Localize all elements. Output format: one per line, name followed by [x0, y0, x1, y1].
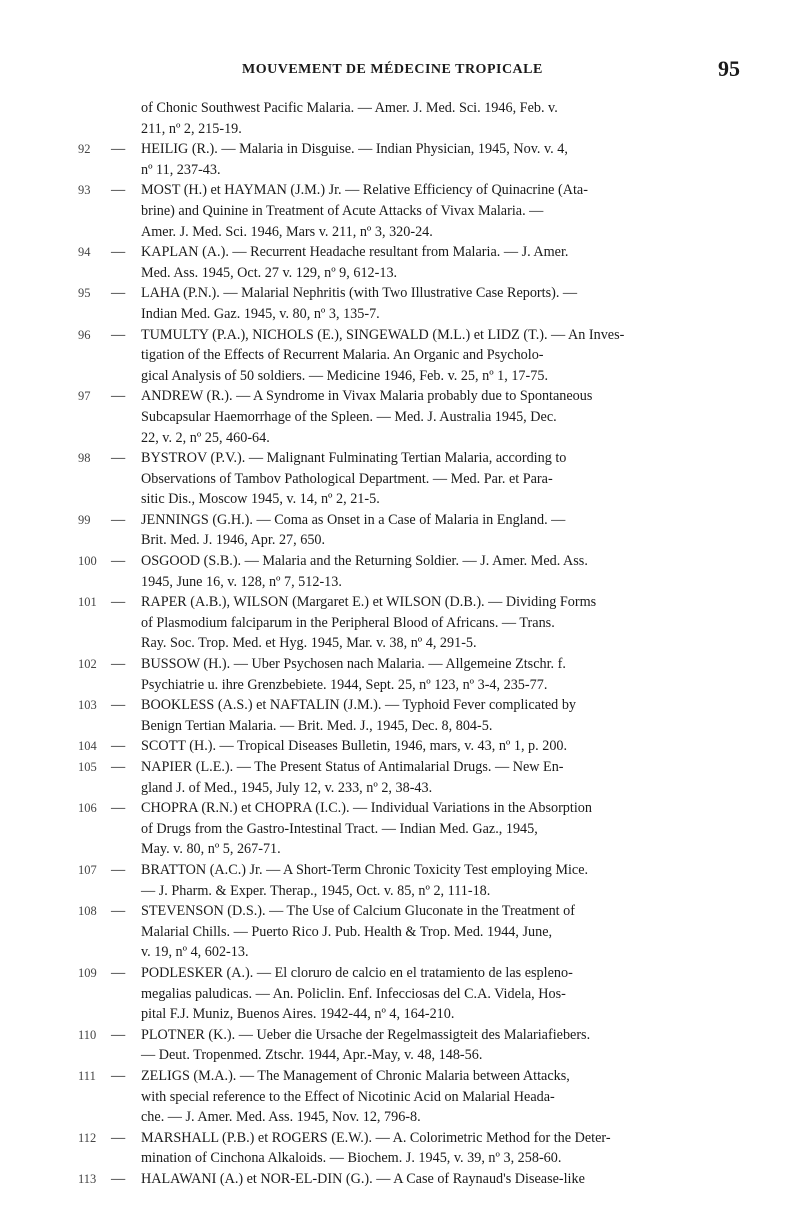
entry-line: Brit. Med. J. 1946, Apr. 27, 650. [141, 532, 326, 549]
entry-line: Psychiatrie u. ihre Grenzbebiete. 1944, Sept. 25, nº 123, nº 3-4, 235-77. [141, 676, 548, 693]
entry-text [141, 592, 718, 654]
bibliography-entry [0, 98, 800, 139]
entry-dash: — [111, 511, 126, 528]
entry-number: 101 [78, 595, 97, 610]
entry-number: 97 [78, 389, 91, 404]
bibliography-entry [0, 736, 800, 757]
entry-line: Med. Ass. 1945, Oct. 27 v. 129, nº 9, 612-13. [141, 264, 398, 281]
entry-dash: — [111, 656, 126, 673]
entry-line: of Chonic Southwest Pacific Malaria. — Amer. J. Med. Sci. 1946, Feb. v. [141, 100, 558, 116]
entry-dash: — [111, 1026, 126, 1043]
entry-dash: — [111, 759, 126, 775]
entry-line: PODLESKER (A.). — El cloruro de calcio en el tratamiento de las espleno- [141, 964, 573, 981]
entry-line: Subcapsular Haemorrhage of the Spleen. — Med. J. Australia 1945, Dec. [141, 408, 557, 425]
entry-number: 100 [78, 554, 97, 569]
entry-dash: — [111, 388, 126, 405]
entry-dash: — [111, 450, 126, 467]
entry-number: 99 [78, 512, 91, 527]
entry-line: v. 19, nº 4, 602-13. [141, 944, 249, 961]
entry-number: 113 [78, 1171, 97, 1186]
entry-number: 95 [78, 286, 91, 301]
entry-line: JENNINGS (G.H.). — Coma as Onset in a Case of Malaria in England. — [141, 511, 566, 528]
bibliography-list [0, 98, 800, 1189]
entry-text [141, 242, 718, 283]
entry-text [141, 98, 718, 139]
entry-line: BYSTROV (P.V.). — Malignant Fulminating Tertian Malaria, according to [141, 450, 567, 467]
entry-number: 104 [78, 739, 97, 754]
page-number: 95 [718, 56, 740, 81]
entry-dash: — [111, 738, 126, 755]
entry-line: MOST (H.) et HAYMAN (J.M.) Jr. — Relative Efficiency of Quinacrine (Ata- [141, 182, 588, 199]
entry-line: ANDREW (R.). — A Syndrome in Vivax Malaria probably due to Spontaneous [141, 388, 593, 405]
entry-line: NAPIER (L.E.). — The Present Status of Antimalarial Drugs. — New En- [141, 759, 564, 775]
entry-line: May. v. 80, nº 5, 267-71. [141, 841, 281, 858]
entry-line: mination of Cinchona Alkaloids. — Biochem. J. 1945, v. 39, nº 3, 258-60. [141, 1150, 562, 1167]
entry-number: 107 [78, 862, 97, 877]
entry-dash: — [111, 800, 126, 817]
bibliography-entry [0, 551, 800, 592]
entry-line: gland J. of Med., 1945, July 12, v. 233, nº 2, 38-43. [141, 779, 433, 796]
running-title: MOUVEMENT DE MÉDECINE TROPICALE [242, 62, 543, 77]
bibliography-entry [0, 963, 800, 1025]
bibliography-entry [0, 283, 800, 324]
entry-line: KAPLAN (A.). — Recurrent Headache resultant from Malaria. — J. Amer. [141, 244, 569, 261]
entry-line: RAPER (A.B.), WILSON (Margaret E.) et WILSON (D.B.). — Dividing Forms [141, 594, 597, 611]
entry-dash: — [111, 594, 126, 611]
entry-line: ZELIGS (M.A.). — The Management of Chronic Malaria between Attacks, [141, 1067, 570, 1084]
entry-line: brine) and Quinine in Treatment of Acute Attacks of Vivax Malaria. — [141, 202, 544, 219]
entry-line: Benign Tertian Malaria. — Brit. Med. J., 1945, Dec. 8, 804-5. [141, 717, 493, 734]
bibliography-entry [0, 325, 800, 387]
bibliography-entry [0, 242, 800, 283]
entry-text [141, 654, 718, 695]
entry-text [141, 180, 718, 242]
entry-line: OSGOOD (S.B.). — Malaria and the Returning Soldier. — J. Amer. Med. Ass. [141, 553, 588, 570]
entry-line: BOOKLESS (A.S.) et NAFTALIN (J.M.). — Typhoid Fever complicated by [141, 697, 577, 714]
bibliography-entry [0, 860, 800, 901]
entry-line: 211, nº 2, 215-19. [141, 120, 242, 137]
page-header [242, 56, 740, 84]
entry-text [141, 798, 718, 860]
bibliography-entry [0, 448, 800, 510]
entry-number: 103 [78, 698, 97, 713]
entry-line: PLOTNER (K.). — Ueber die Ursache der Regelmassigteit des Malariafiebers. [141, 1026, 591, 1043]
entry-line: 1945, June 16, v. 128, nº 7, 512-13. [141, 573, 342, 590]
bibliography-entry [0, 180, 800, 242]
entry-line: gical Analysis of 50 soldiers. — Medicine 1946, Feb. v. 25, nº 1, 17-75. [141, 367, 548, 384]
entry-text [141, 448, 718, 510]
entry-text [141, 325, 718, 387]
entry-line: Observations of Tambov Pathological Department. — Med. Par. et Para- [141, 470, 553, 487]
entry-number: 102 [78, 657, 97, 672]
entry-line: TUMULTY (P.A.), NICHOLS (E.), SINGEWALD (M.L.) et LIDZ (T.). — An Inves- [141, 326, 625, 343]
entry-line: Indian Med. Gaz. 1945, v. 80, nº 3, 135-7. [141, 305, 380, 322]
entry-line: of Plasmodium falciparum in the Peripheral Blood of Africans. — Trans. [141, 614, 555, 631]
entry-dash: — [111, 244, 126, 261]
entry-line: — J. Pharm. & Exper. Therap., 1945, Oct. v. 85, nº 2, 111-18. [141, 882, 491, 899]
entry-dash: — [111, 1129, 126, 1146]
entry-line: with special reference to the Effect of Nicotinic Acid on Malarial Heada- [141, 1088, 555, 1105]
entry-line: che. — J. Amer. Med. Ass. 1945, Nov. 12, 796-8. [141, 1109, 421, 1126]
bibliography-entry [0, 1128, 800, 1169]
entry-text [141, 695, 718, 736]
entry-line: MARSHALL (P.B.) et ROGERS (E.W.). — A. Colorimetric Method for the Deter- [141, 1129, 611, 1146]
entry-dash: — [111, 697, 126, 714]
entry-text [141, 283, 718, 324]
entry-text [141, 963, 718, 1025]
entry-line: nº 11, 237-43. [141, 161, 221, 178]
entry-line: BRATTON (A.C.) Jr. — A Short-Term Chronic Toxicity Test employing Mice. [141, 861, 589, 878]
bibliography-entry [0, 757, 800, 798]
entry-number: 111 [78, 1068, 96, 1083]
entry-line: — Deut. Tropenmed. Ztschr. 1944, Apr.-May, v. 48, 148-56. [141, 1047, 483, 1064]
bibliography-entry [0, 654, 800, 695]
entry-line: HEILIG (R.). — Malaria in Disguise. — Indian Physician, 1945, Nov. v. 4, [141, 141, 568, 158]
entry-dash: — [111, 903, 126, 920]
entry-dash: — [111, 1170, 126, 1187]
entry-line: Ray. Soc. Trop. Med. et Hyg. 1945, Mar. v. 38, nº 4, 291-5. [141, 635, 477, 652]
entry-number: 105 [78, 760, 97, 774]
entry-text [141, 510, 718, 551]
entry-text [141, 736, 718, 757]
entry-number: 108 [78, 904, 97, 919]
entry-line: of Drugs from the Gastro-Intestinal Tract. — Indian Med. Gaz., 1945, [141, 820, 538, 837]
entry-dash: — [111, 553, 126, 570]
entry-line: pital F.J. Muniz, Buenos Aires. 1942-44, nº 4, 164-210. [141, 1006, 455, 1023]
entry-line: 22, v. 2, nº 25, 460-64. [141, 429, 270, 446]
bibliography-entry [0, 1025, 800, 1066]
entry-line: LAHA (P.N.). — Malarial Nephritis (with Two Illustrative Case Reports). — [141, 285, 578, 302]
bibliography-entry [0, 510, 800, 551]
bibliography-entry [0, 798, 800, 860]
bibliography-entry [0, 1066, 800, 1128]
entry-line: CHOPRA (R.N.) et CHOPRA (I.C.). — Individual Variations in the Absorption [141, 800, 592, 817]
entry-dash: — [111, 1067, 126, 1084]
entry-number: 110 [78, 1027, 97, 1042]
entry-number: 109 [78, 965, 97, 980]
entry-number: 96 [78, 327, 91, 342]
entry-line: STEVENSON (D.S.). — The Use of Calcium Gluconate in the Treatment of [141, 903, 575, 920]
bibliography-entry [0, 901, 800, 963]
bibliography-entry [0, 592, 800, 654]
entry-text [141, 386, 718, 448]
entry-text [141, 139, 718, 180]
entry-line: Malarial Chills. — Puerto Rico J. Pub. Health & Trop. Med. 1944, June, [141, 923, 553, 940]
entry-dash: — [111, 141, 126, 158]
bibliography-entry [0, 695, 800, 736]
entry-line: Amer. J. Med. Sci. 1946, Mars v. 211, nº 3, 320-24. [141, 223, 433, 240]
entry-text [141, 1066, 718, 1128]
entry-text [141, 860, 718, 901]
entry-number: 98 [78, 451, 91, 466]
entry-number: 93 [78, 183, 91, 198]
entry-text [141, 1025, 718, 1066]
entry-line: tigation of the Effects of Recurrent Malaria. An Organic and Psycholo- [141, 347, 544, 364]
entry-number: 94 [78, 245, 91, 260]
bibliography-entry [0, 1169, 800, 1190]
entry-dash: — [111, 964, 126, 981]
entry-number: 112 [78, 1130, 97, 1145]
entry-line: megalias paludicas. — An. Policlin. Enf. Infecciosas del C.A. Videla, Hos- [141, 985, 566, 1002]
entry-line: sitic Dis., Moscow 1945, v. 14, nº 2, 21-5. [141, 491, 380, 508]
bibliography-entry [0, 139, 800, 180]
entry-number: 92 [78, 142, 91, 157]
entry-dash: — [111, 861, 126, 878]
entry-line: SCOTT (H.). — Tropical Diseases Bulletin, 1946, mars, v. 43, nº 1, p. 200. [141, 738, 568, 755]
bibliography-entry [0, 386, 800, 448]
entry-dash: — [111, 182, 126, 199]
entry-text [141, 757, 718, 798]
entry-number: 106 [78, 801, 97, 816]
entry-text [141, 901, 718, 963]
entry-line: BUSSOW (H.). — Uber Psychosen nach Malaria. — Allgemeine Ztschr. f. [141, 656, 566, 673]
entry-text [141, 1128, 718, 1169]
entry-dash: — [111, 326, 126, 343]
entry-text [141, 1169, 718, 1190]
entry-dash: — [111, 285, 126, 302]
entry-line: HALAWANI (A.) et NOR-EL-DIN (G.). — A Case of Raynaud's Disease-like [141, 1170, 585, 1187]
entry-text [141, 551, 718, 592]
